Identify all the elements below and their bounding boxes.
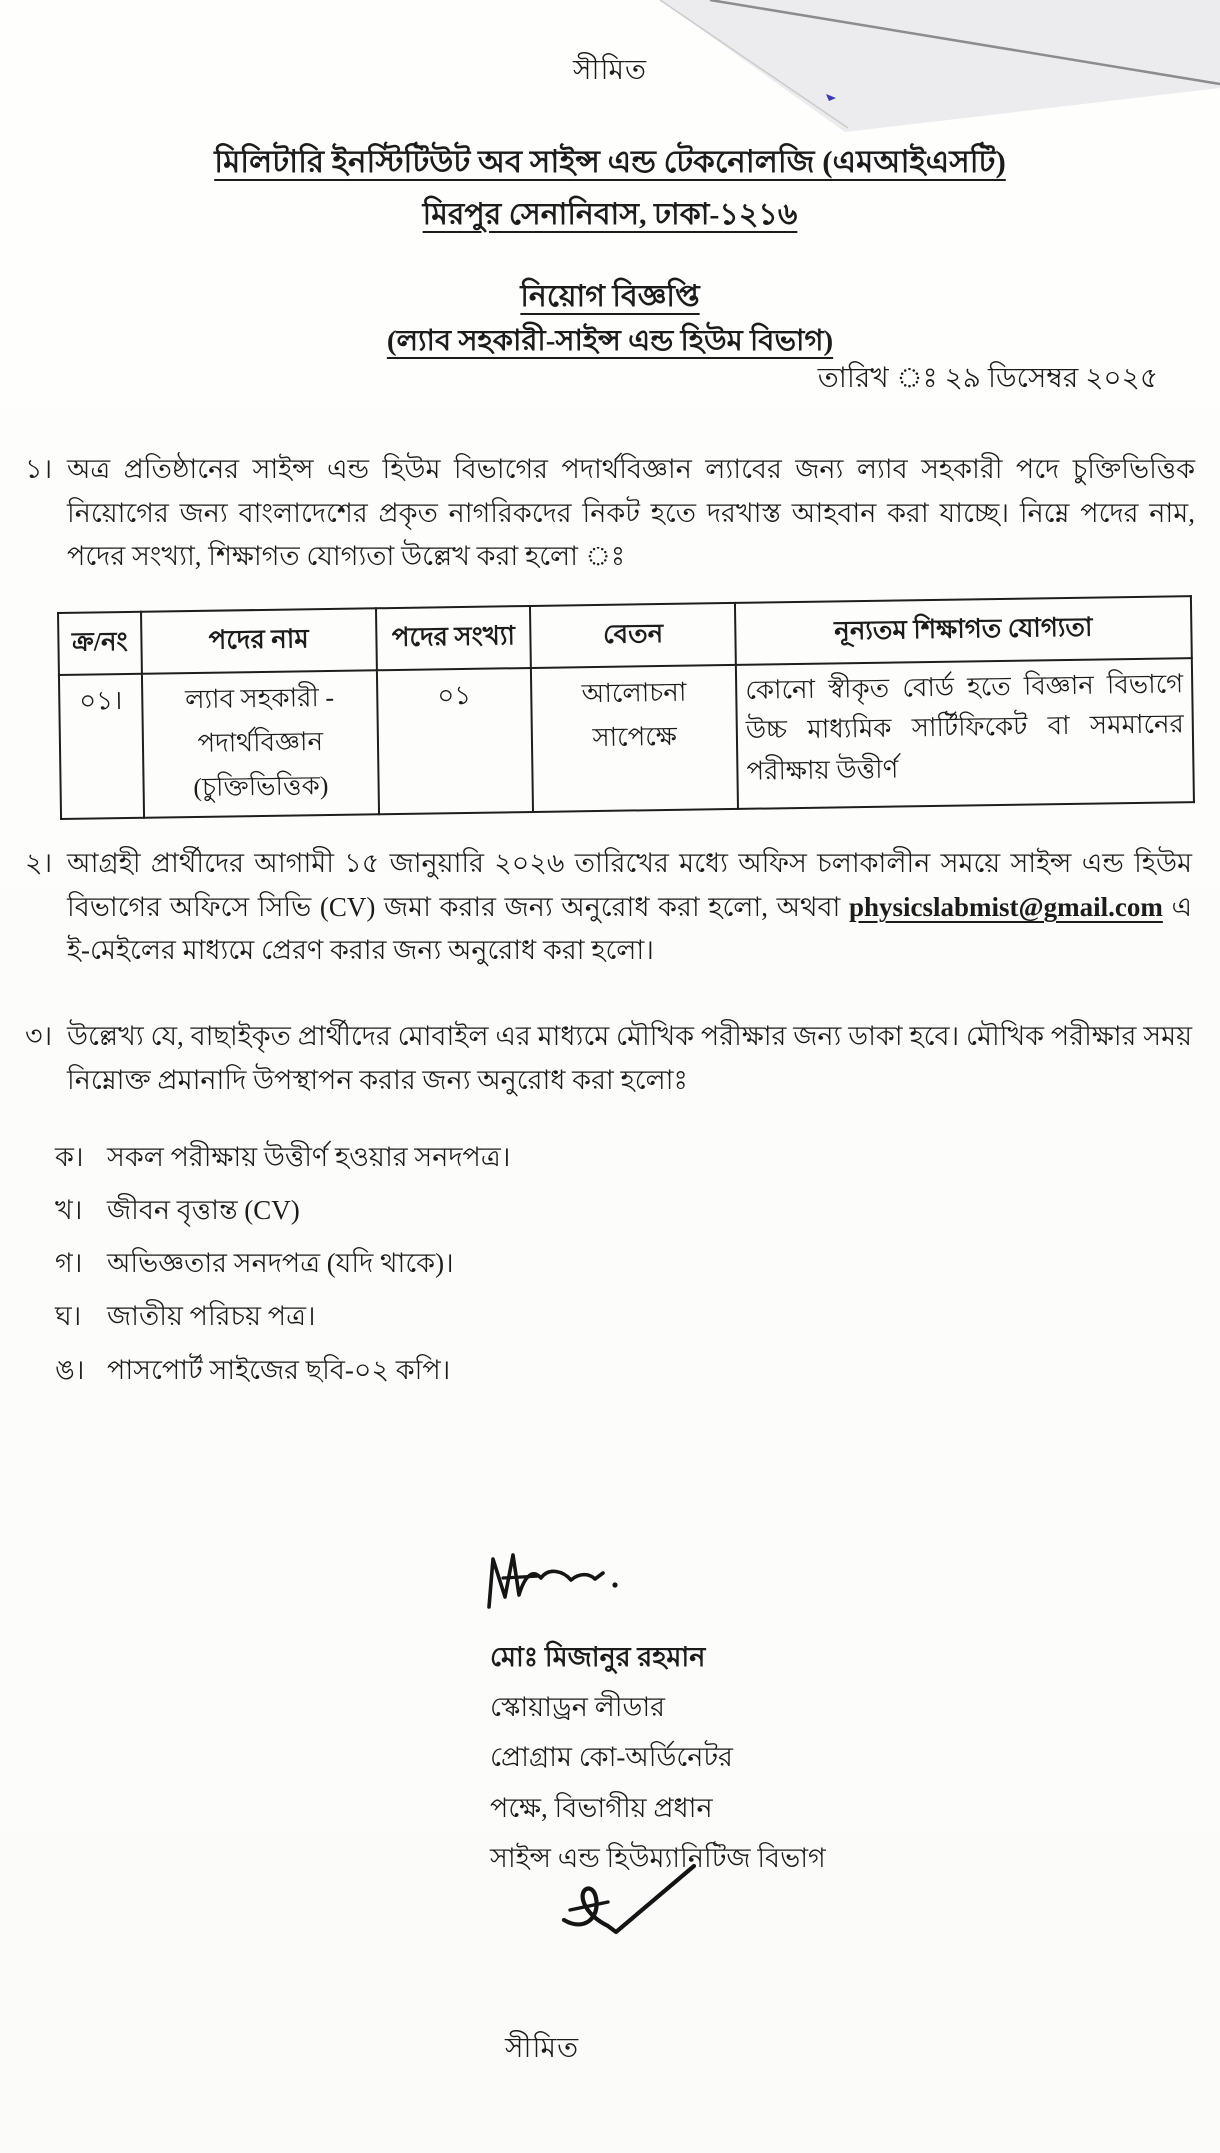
table-header-serial: ক্র/নং xyxy=(58,612,142,675)
table-header-salary: বেতন xyxy=(530,603,736,668)
signature-block xyxy=(490,1632,826,1883)
initial-mark xyxy=(556,1858,706,1963)
paragraph-1-number: ১। xyxy=(25,454,53,484)
email-address: physicslabmist@gmail.com xyxy=(848,891,1163,922)
table-row xyxy=(59,658,1194,819)
required-documents-list xyxy=(55,1138,1180,1404)
list-item-text: অভিজ্ঞতার সনদপত্র (যদি থাকে)। xyxy=(107,1248,454,1279)
paragraph-2-text xyxy=(67,842,1192,973)
paragraph-2 xyxy=(25,842,1192,973)
list-item-text: সকল পরীক্ষায় উত্তীর্ণ হওয়ার সনদপত্র। xyxy=(107,1142,511,1172)
signatory-department: সাইন্স এন্ড হিউম্যানিটিজ বিভাগ xyxy=(490,1842,826,1873)
paragraph-3 xyxy=(25,1015,1192,1102)
cell-post-name: ল্যাব সহকারী - পদার্থবিজ্ঞান (চুক্তিভিত্তিক) xyxy=(142,670,379,817)
notice-subtitle: (ল্যাব সহকারী-সাইন্স এন্ড হিউম বিভাগ) xyxy=(386,325,834,357)
list-item-marker: গ। xyxy=(55,1248,83,1279)
cell-post-count: ০১ xyxy=(377,668,534,814)
paragraph-2-number: ২। xyxy=(25,848,53,878)
list-item-marker: খ। xyxy=(55,1195,83,1226)
classification-top: সীমিত xyxy=(572,55,648,86)
classification-bottom: সীমিত xyxy=(505,2033,580,2064)
table-header-post-name: পদের নাম xyxy=(141,608,377,673)
pen-mark xyxy=(826,94,836,101)
paragraph-3-number: ৩। xyxy=(25,1021,53,1051)
paragraph-1-text: অত্র প্রতিষ্ঠানের সাইন্স এন্ড হিউম বিভাগের পদার্থবিজ্ঞান ল্যাবের জন্য ল্যাব সহকারী পদে চুক্তিভিত্তিক নিয়োগের জন্য বাংলাদেশের প্রকৃত নাগরিকদের নিকট হতে দরখাস্ত আহবান করা যাচ্ছে। নিম্নে পদের নাম, পদের সংখ্যা, শিক্ষাগত যোগ্যতা উল্লেখ করা হলো ঃ xyxy=(67,454,1195,572)
signatory-on-behalf: পক্ষে, বিভাগীয় প্রধান xyxy=(490,1792,713,1823)
recruitment-table xyxy=(57,595,1195,820)
cell-salary: আলোচনা সাপেক্ষে xyxy=(531,665,738,812)
paragraph-1 xyxy=(25,448,1195,579)
list-item-text: জীবন বৃত্তান্ত (CV) xyxy=(107,1195,300,1226)
list-item-text: পাসপোর্ট সাইজের ছবি-০২ কপি। xyxy=(107,1354,451,1385)
signatory-title: প্রোগ্রাম কো-অর্ডিনেটর xyxy=(490,1742,733,1773)
org-address: মিরপুর সেনানিবাস, ঢাকা-১২১৬ xyxy=(422,198,798,231)
list-item-text: জাতীয় পরিচয় পত্র। xyxy=(107,1301,316,1332)
table-header-post-count: পদের সংখ্যা xyxy=(376,606,532,670)
list-item xyxy=(55,1244,1180,1283)
list-item xyxy=(55,1351,1180,1390)
notice-title: নিয়োগ বিজ্ঞপ্তি xyxy=(520,280,700,313)
paragraph-2-before-email: আগ্রহী প্রার্থীদের আগামী ১৫ জানুয়ারি ২০২৬ তারিখের মধ্যে অফিস চলাকালীন সময়ে সাইন্স এন্ড হিউম বিভাগের অফিসে সিভি (CV) জমা করার জন্য অনুরোধ করা হলো, অথবা xyxy=(67,848,1192,922)
cell-serial: ০১। xyxy=(59,674,144,819)
list-item xyxy=(55,1191,1180,1230)
paragraph-2-after-email: এ ই-মেইলের মাধ্যমে প্রেরণ করার জন্য অনুরোধ করা হলো। xyxy=(67,891,1193,966)
org-name: মিলিটারি ইনস্টিটিউট অব সাইন্স এন্ড টেকনোলজি (এমআইএসটি) xyxy=(214,144,1006,179)
date-line: তারিখ ঃ ২৯ ডিসেম্বর ২০২৫ xyxy=(817,363,1158,394)
signatory-rank: স্কোয়াড্রন লীডার xyxy=(490,1692,666,1723)
list-item-marker: ঙ। xyxy=(55,1354,85,1385)
signatory-name: মোঃ মিজানুর রহমান xyxy=(490,1642,706,1672)
list-item-marker: ঘ। xyxy=(55,1301,82,1332)
list-item xyxy=(55,1138,1180,1177)
list-item-marker: ক। xyxy=(55,1142,84,1172)
list-item xyxy=(55,1297,1180,1336)
paragraph-3-text: উল্লেখ্য যে, বাছাইকৃত প্রার্থীদের মোবাইল এর মাধ্যমে মৌখিক পরীক্ষার জন্য ডাকা হবে। মৌখিক পরীক্ষার সময় নিম্নোক্ত প্রমানাদি উপস্থাপন করার জন্য অনুরোধ করা হলোঃ xyxy=(67,1021,1192,1095)
cell-qualification: কোনো স্বীকৃত বোর্ড হতে বিজ্ঞান বিভাগে উচ্চ মাধ্যমিক সার্টিফিকেট বা সমমানের পরীক্ষায় উত্তীর্ণ xyxy=(736,658,1194,809)
signature-mark xyxy=(483,1545,653,1615)
table-header-qualification: নূন্যতম শিক্ষাগত যোগ্যতা xyxy=(735,596,1192,665)
